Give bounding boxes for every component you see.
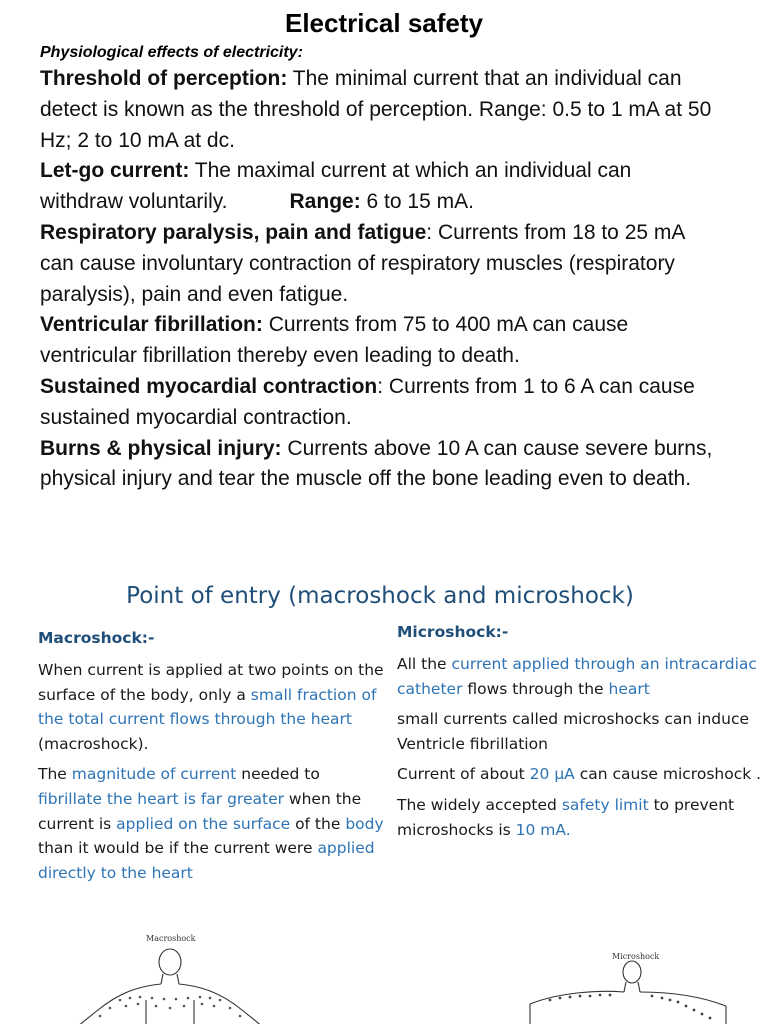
microshock-paragraph bbox=[397, 762, 765, 787]
microshock-paragraph bbox=[397, 707, 765, 756]
macroshock-paragraph bbox=[38, 762, 388, 885]
macroshock-figure-caption: Macroshock bbox=[146, 934, 196, 943]
entry-term: Threshold of perception: bbox=[40, 67, 288, 90]
highlighted-phrase: fibrillate the heart is far greater bbox=[38, 789, 284, 808]
entry-text: Currents from 75 to 400 mA can cause ventricular fibrillation thereby even leading to death. bbox=[40, 313, 629, 368]
entry-respiratory-paralysis bbox=[40, 218, 718, 310]
entry-threshold-of-perception bbox=[40, 64, 718, 156]
entry-text: The maximal current at which an individual can withdraw voluntarily. bbox=[40, 159, 632, 214]
effects-list bbox=[40, 64, 718, 495]
entry-term: Let-go current: bbox=[40, 159, 190, 183]
highlighted-phrase: applied directly to the heart bbox=[38, 839, 375, 882]
text-run: All the bbox=[397, 655, 452, 673]
text-run: small currents called microshocks can induce Ventricle fibrillation bbox=[397, 710, 750, 753]
text-run: The bbox=[38, 765, 72, 784]
entry-let-go-current bbox=[40, 156, 718, 218]
entry-text: : Currents from 1 to 6 A can cause sustained myocardial contraction. bbox=[40, 374, 695, 429]
macroshock-figure bbox=[60, 940, 280, 1024]
highlighted-phrase: 10 mA. bbox=[515, 820, 571, 839]
entry-ventricular-fibrillation bbox=[40, 310, 718, 372]
macroshock-heading: Macroshock:- bbox=[38, 629, 155, 647]
microshock-figure-caption: Microshock bbox=[612, 952, 660, 961]
entry-text: The minimal current that an individual can detect is known as the threshold of perception. Range: 0.5 to 1 mA at 50 Hz; 2 to 10 mA at dc. bbox=[40, 67, 712, 152]
macroshock-column bbox=[38, 658, 388, 891]
text-run: flows through the bbox=[462, 679, 609, 698]
microshock-column bbox=[397, 652, 765, 848]
entry-term: Respiratory paralysis, pain and fatigue bbox=[40, 220, 427, 244]
highlighted-phrase: applied on the surface bbox=[116, 814, 291, 833]
entry-term: Burns & physical injury: bbox=[40, 436, 282, 460]
macroshock-paragraph bbox=[38, 658, 388, 756]
text-run: needed to bbox=[236, 765, 320, 784]
entry-term: Sustained myocardial contraction bbox=[40, 374, 378, 398]
entry-text: Currents above 10 A can cause severe burns, physical injury and tear the muscle off the bone leading even to death. bbox=[40, 436, 713, 491]
highlighted-phrase: current applied through an intracardiac catheter bbox=[397, 655, 757, 698]
document-title: Electrical safety bbox=[284, 8, 483, 38]
text-run: can cause microshock . bbox=[574, 765, 762, 784]
highlighted-phrase: body bbox=[345, 814, 384, 833]
text-run: (macroshock). bbox=[38, 734, 149, 753]
microshock-paragraph bbox=[397, 652, 765, 701]
highlighted-phrase: small fraction of the total current flows through the heart bbox=[38, 685, 377, 729]
text-run: Current of about bbox=[397, 765, 530, 784]
microshock-heading: Microshock:- bbox=[397, 623, 509, 641]
highlighted-phrase: safety limit bbox=[561, 795, 649, 814]
shock-figures bbox=[0, 920, 768, 1024]
text-run: than it would be if the current were bbox=[38, 839, 318, 858]
entry-sustained-myocardial-contraction bbox=[40, 372, 718, 434]
range-value: 6 to 15 mA. bbox=[360, 190, 474, 214]
microshock-paragraph bbox=[397, 793, 765, 842]
highlighted-phrase: magnitude of current bbox=[71, 765, 237, 784]
text-run: when the current is bbox=[38, 789, 362, 833]
embedded-slide bbox=[30, 576, 768, 906]
text-run: to prevent microshocks is bbox=[397, 795, 735, 839]
slide-title: Point of entry (macroshock and microshock) bbox=[126, 583, 634, 609]
highlighted-phrase: 20 μA bbox=[529, 765, 575, 784]
section-subheading: Physiological effects of electricity: bbox=[40, 44, 303, 61]
text-run: The widely accepted bbox=[397, 795, 562, 814]
text-run: of the bbox=[290, 814, 346, 833]
entry-burns-physical-injury bbox=[40, 434, 718, 496]
highlighted-phrase: heart bbox=[608, 679, 650, 698]
microshock-figure bbox=[520, 956, 740, 1024]
text-run: When current is applied at two points on the surface of the body, only a bbox=[38, 661, 384, 704]
range-label: Range: bbox=[289, 190, 361, 214]
entry-text: : Currents from 18 to 25 mA can cause involuntary contraction of respiratory muscles (respiratory paralysis), pain and even fatigue. bbox=[40, 220, 685, 306]
entry-term: Ventricular fibrillation: bbox=[40, 313, 263, 337]
